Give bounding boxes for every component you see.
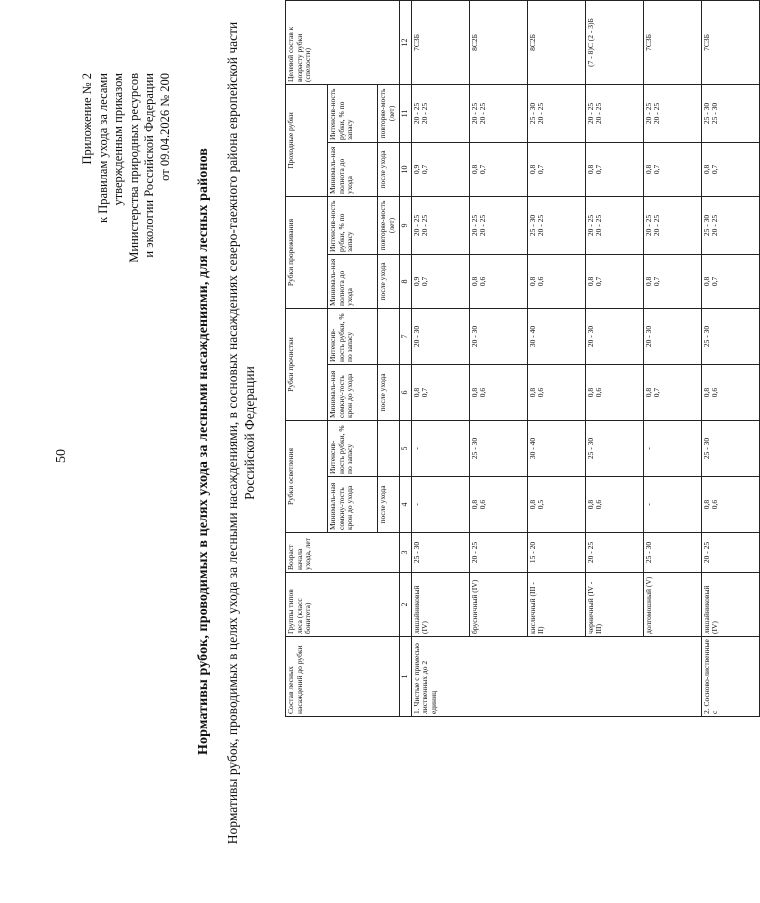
cell-c6: 0,8 0,6 (585, 365, 643, 421)
cell-c6: 0,8 0,6 (527, 365, 585, 421)
appendix-line: Министерства природных ресурсов (126, 73, 141, 263)
header-min-completeness: Минималь-ная полнота до ухода (328, 142, 378, 196)
column-number: 2 (400, 573, 412, 637)
table-row (527, 0, 585, 716)
cell-c9: 25 - 30 20 - 25 (701, 196, 759, 254)
cell-c4: - (411, 477, 469, 533)
cell-c10: 0,8 0,7 (643, 142, 701, 196)
cell-c5: 25 - 30 (701, 421, 759, 477)
cell-c8: 0,8 0,6 (469, 254, 527, 308)
cell-c8: 0,8 0,7 (585, 254, 643, 308)
cell-c10: 0,8 0,7 (469, 142, 527, 196)
cell-c5: - (643, 421, 701, 477)
cell-c11: 25 - 30 20 - 25 (527, 84, 585, 142)
cell-c4: 0,8 0,6 (469, 477, 527, 533)
header-empty (378, 421, 400, 477)
cell-c5: 25 - 30 (469, 421, 527, 477)
cell-c6: 0,8 0,7 (411, 365, 469, 421)
cell-composition: 1. Чистые с примесью лиственных до 2 единиц (411, 637, 701, 717)
cell-c11: 20 - 25 20 - 25 (469, 84, 527, 142)
cell-c7: 20 - 30 (469, 308, 527, 364)
page-number: 50 (54, 449, 69, 463)
cell-c9: 25 - 30 20 - 25 (527, 196, 585, 254)
cell-c4: - (643, 477, 701, 533)
cell-forest-type: брусничный (IV) (469, 573, 527, 637)
table-row (469, 0, 527, 716)
column-number: 11 (400, 84, 412, 142)
cell-c12: 7С3Б (643, 0, 701, 84)
appendix-line: и экологии Российской Федерации (142, 73, 156, 258)
cell-c4: 0,8 0,6 (701, 477, 759, 533)
cell-c8: 0,8 0,6 (527, 254, 585, 308)
cell-c10: 0,9 0,7 (411, 142, 469, 196)
cell-c7: 25 - 30 (701, 308, 759, 364)
column-number: 9 (400, 196, 412, 254)
header-after-care: после ухода (378, 365, 400, 421)
document-subtitle: Нормативы рубок, проводимых в целях ухода за лесными насаждениями, в сосновых насаждениях северо-таежного района европейской части Российской Федерации (225, 21, 257, 845)
cell-forest-type: кисличный (III - II) (527, 573, 585, 637)
header-min-density: Минималь-ная сомкну-тость крон до ухода (328, 477, 378, 533)
column-number: 7 (400, 308, 412, 364)
cell-age: 20 - 25 (701, 533, 759, 573)
cell-c6: 0,8 0,7 (643, 365, 701, 421)
cell-c11: 20 - 25 20 - 25 (585, 84, 643, 142)
cell-c7: 20 - 30 (411, 308, 469, 364)
cell-c12: 7С3Б (701, 0, 759, 84)
header-after-care: после ухода (378, 254, 400, 308)
cell-forest-type: черничный (IV - III) (585, 573, 643, 637)
cell-c6: 0,8 0,6 (469, 365, 527, 421)
header-target: Целевой состав к возрасту рубки (спелости) (286, 0, 400, 84)
cell-forest-type: лишайниковый (IV) (411, 573, 469, 637)
cell-c4: 0,8 0,6 (585, 477, 643, 533)
column-number: 10 (400, 142, 412, 196)
column-number: 8 (400, 254, 412, 308)
cell-c11: 20 - 25 20 - 25 (411, 84, 469, 142)
header-clearing: Рубки осветления (286, 421, 328, 533)
appendix-line: от 09.04.2026 № 200 (157, 73, 172, 181)
column-number: 5 (400, 421, 412, 477)
cell-c9: 20 - 25 20 - 25 (585, 196, 643, 254)
header-composition: Состав лесных насаждений до рубки (286, 637, 400, 717)
cell-c12: 8С2Б (527, 0, 585, 84)
appendix-line: к Правилам ухода за лесами (95, 73, 110, 223)
header-intensity: Интенсив-ность рубки, % по запасу (328, 84, 378, 142)
cell-c12: 7С3Б (411, 0, 469, 84)
cell-c12: (7 - 8)С (2 - 3)Б (585, 0, 643, 84)
column-number: 3 (400, 533, 412, 573)
cell-c12: 8С2Б (469, 0, 527, 84)
column-number: 12 (400, 0, 412, 84)
cell-c5: 25 - 30 (585, 421, 643, 477)
header-repeat: повторяе-мость (лет) (378, 84, 400, 142)
header-thinning: Рубки прореживания (286, 196, 328, 308)
cell-c9: 20 - 25 20 - 25 (643, 196, 701, 254)
cell-age: 15 - 20 (527, 533, 585, 573)
cell-c10: 0,8 0,7 (585, 142, 643, 196)
cell-c5: 30 - 40 (527, 421, 585, 477)
column-number: 1 (400, 637, 412, 717)
header-after-care: после ухода (378, 477, 400, 533)
cell-c5: - (411, 421, 469, 477)
cell-c7: 20 - 30 (643, 308, 701, 364)
header-forest-type: Группы типов леса (класс бонитета) (286, 573, 400, 637)
appendix-line: Приложение № 2 (80, 73, 94, 165)
cell-age: 25 - 30 (643, 533, 701, 573)
header-age: Возраст начала ухода, лет (286, 533, 400, 573)
header-repeat: повторяе-мость (лет) (378, 196, 400, 254)
cell-c10: 0,8 0,7 (701, 142, 759, 196)
cell-c8: 0,8 0,7 (701, 254, 759, 308)
cell-forest-type: долгомошный (V) (643, 573, 701, 637)
table-row (411, 0, 469, 716)
header-intensity: Интенсив-ность рубки, % по запасу (328, 308, 378, 364)
cell-c7: 30 - 40 (527, 308, 585, 364)
norms-table (285, 0, 760, 717)
column-number-row (400, 0, 412, 716)
cell-c7: 20 - 30 (585, 308, 643, 364)
table-body (411, 0, 759, 716)
cell-c8: 0,9 0,7 (411, 254, 469, 308)
header-min-completeness: Минималь-ная полнота до ухода (328, 254, 378, 308)
header-passing: Проходные рубки (286, 84, 328, 196)
cell-c11: 20 - 25 20 - 25 (643, 84, 701, 142)
cell-c6: 0,8 0,6 (701, 365, 759, 421)
cell-c11: 25 - 30 25 - 30 (701, 84, 759, 142)
header-intensity: Интенсив-ность рубки, % по запасу (328, 421, 378, 477)
appendix-line: утвержденным приказом (111, 73, 125, 206)
table-row (643, 0, 701, 716)
cell-age: 20 - 25 (585, 533, 643, 573)
header-cleaning: Рубки прочистки (286, 308, 328, 420)
cell-composition: 2. Сосново-лиственные с (701, 637, 759, 717)
cell-c4: 0,8 0,5 (527, 477, 585, 533)
header-after-care: после ухода (378, 142, 400, 196)
table-row (585, 0, 643, 716)
column-number: 4 (400, 477, 412, 533)
header-min-density: Минималь-ная сомкну-тость крон до ухода (328, 365, 378, 421)
cell-age: 25 - 30 (411, 533, 469, 573)
header-intensity: Интенсив-ность рубки, % по запасу (328, 196, 378, 254)
cell-c10: 0,8 0,7 (527, 142, 585, 196)
header-empty (378, 308, 400, 364)
appendix-header (80, 73, 173, 403)
column-number: 6 (400, 365, 412, 421)
cell-c8: 0,8 0,7 (643, 254, 701, 308)
cell-forest-type: лишайниковый (IV) (701, 573, 759, 637)
table-row (701, 0, 759, 716)
cell-c9: 20 - 25 20 - 25 (411, 196, 469, 254)
document-title: Нормативы рубок, проводимых в целях ухода за лесными насаждениями, для лесных районов (196, 148, 211, 755)
cell-c9: 20 - 25 20 - 25 (469, 196, 527, 254)
cell-age: 20 - 25 (469, 533, 527, 573)
